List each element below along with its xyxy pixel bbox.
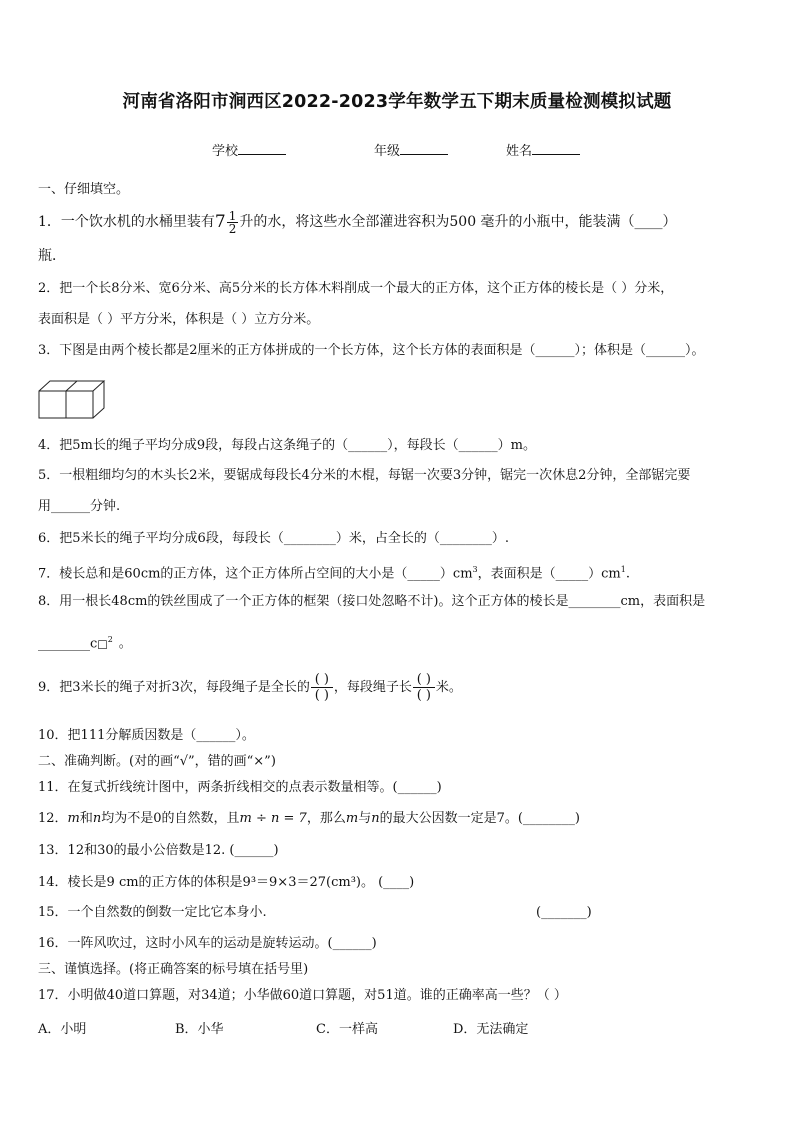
fraction-one-half: $\frac{1}{2}$ <box>228 208 237 236</box>
question-13: 13．12和30的最小公倍数是12. (______) <box>38 843 279 858</box>
question-15: 15．一个自然数的倒数一定比它本身小. <box>38 905 267 920</box>
question-8-cont: ________c□$^2$ 。 <box>38 635 132 652</box>
question-4: 4．把5m长的绳子平均分成9段，每段占这条绳子的（______），每段长（______）m。 <box>38 438 536 453</box>
choice-d[interactable]: D．无法确定 <box>453 1022 529 1037</box>
grade-field[interactable]: 年级 <box>374 140 448 159</box>
school-field[interactable]: 学校 <box>212 140 286 159</box>
question-3: 3．下图是由两个棱长都是2厘米的正方体拼成的一个长方体，这个长方体的表面积是（______）；体积是（______）。 <box>38 343 705 358</box>
question-5: 5．一根粗细均匀的木头长2米，要锯成每段长4分米的木棍，每锯一次要3分钟，锯完一次休息2分钟，全部锯完要 <box>38 468 691 483</box>
question-8: 8．用一根长48cm的铁丝围成了一个正方体的框架（接口处忽略不计)。这个正方体的棱长是________cm，表面积是 <box>38 594 706 609</box>
question-17: 17．小明做40道口算题，对34道；小华做60道口算题，对51道。谁的正确率高一些？（ ） <box>38 988 567 1003</box>
question-12: 12．m和n均为不是0的自然数，且m ÷ n = 7，那么m与n的最大公因数一定是7。(________) <box>38 811 580 826</box>
question-7: 7．棱长总和是60cm的正方体，这个正方体所占空间的大小是$(\_\_\_\_\_)cm^3$，表面积是$(\_\_\_\_\_)cm^1$. <box>38 565 630 582</box>
question-11: 11．在复式折线统计图中，两条折线相交的点表示数量相等。(______) <box>38 780 442 795</box>
section-3-heading: 三、谨慎选择。(将正确答案的标号填在括号里) <box>38 962 309 977</box>
name-field[interactable]: 姓名 <box>506 140 580 159</box>
question-5-cont: 用______分钟. <box>38 499 121 514</box>
question-2: 2．把一个长8分米、宽6分米、高5分米的长方体木料削成一个最大的正方体，这个正方体的棱长是（ ）分米， <box>38 281 674 296</box>
question-16: 16．一阵风吹过，这时小风车的运动是旋转运动。(______) <box>38 936 377 951</box>
question-2-cont: 表面积是（ ）平方分米，体积是（ ）立方分米。 <box>38 312 320 327</box>
cuboid-figure-icon <box>38 380 108 420</box>
question-1-cont: 瓶． <box>38 248 66 264</box>
question-6: 6．把5米长的绳子平均分成6段，每段长（________）米，占全长的（________）. <box>38 531 509 546</box>
question-9: 9．把3米长的绳子对折3次，每段绳子是全长的 $\frac{( )}{( )}$ ，每段绳子长 $\frac{( )}{( )}$ 米。 <box>38 672 462 703</box>
question-15-answer: (_______) <box>536 905 592 920</box>
fraction-blank-1: $\frac{( )}{( )}$ <box>311 672 333 703</box>
question-1: 1．一个饮水机的水桶里装有7 $\frac{1}{2}$ 升的水，将这些水全部灌进容积为500 毫升的小瓶中，能装满（____） <box>38 208 677 236</box>
question-10: 10．把111分解质因数是（______）。 <box>38 728 255 743</box>
choice-c[interactable]: C．一样高 <box>316 1022 378 1037</box>
choice-b[interactable]: B．小华 <box>175 1022 224 1037</box>
question-14: 14．棱长是9 cm的正方体的体积是9³＝9×3＝27(cm³)。 (____) <box>38 875 415 890</box>
section-1-heading: 一、仔细填空。 <box>38 182 130 197</box>
section-2-heading: 二、准确判断。(对的画“√”，错的画“×”) <box>38 754 276 769</box>
fraction-blank-2: $\frac{( )}{( )}$ <box>413 672 435 703</box>
page-title: 河南省洛阳市涧西区2022-2023学年数学五下期末质量检测模拟试题 <box>122 92 672 112</box>
choice-a[interactable]: A．小明 <box>38 1022 87 1037</box>
